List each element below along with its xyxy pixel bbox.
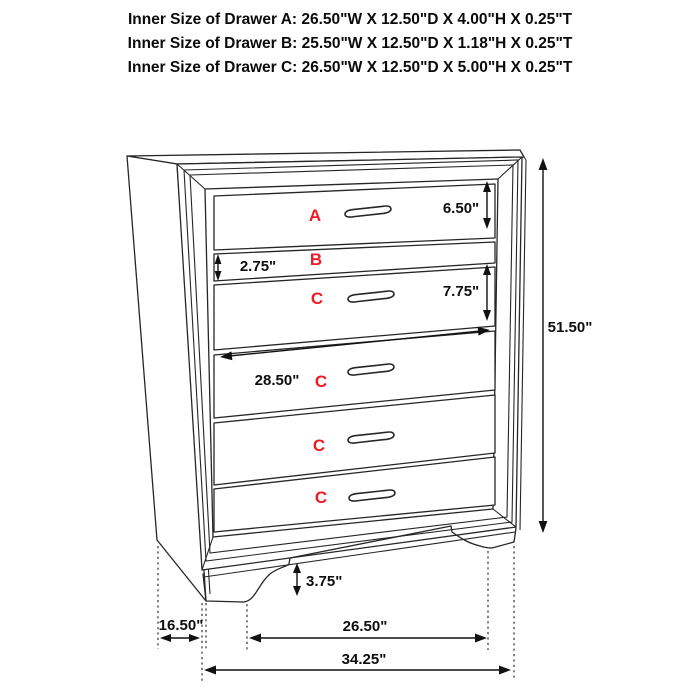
dim-value: 2.75" xyxy=(239,258,277,275)
dim-value: 6.50" xyxy=(442,200,480,217)
arrow-right-icon xyxy=(499,666,511,675)
dim-overall-width xyxy=(204,651,511,675)
dim-value: 34.25" xyxy=(341,651,387,668)
arrow-down-icon xyxy=(539,521,548,533)
dim-depth xyxy=(159,617,204,642)
arrow-right-icon xyxy=(475,634,487,643)
drawer-faces xyxy=(214,184,495,532)
dim-value: 7.75" xyxy=(442,283,480,300)
arrow-up-icon xyxy=(539,158,548,170)
dim-value: 3.75" xyxy=(306,573,343,590)
drawer-b-label: B xyxy=(309,250,323,269)
dim-feet-span xyxy=(249,618,487,643)
arrow-right-icon xyxy=(189,634,200,642)
dim-overall-height xyxy=(539,158,593,533)
drawer-c3-label: C xyxy=(312,436,326,455)
drawer-a-label: A xyxy=(308,206,322,225)
drawer-c2-label: C xyxy=(314,372,328,391)
spec-line-drawer-a: Inner Size of Drawer A: 26.50"W X 12.50"D X 4.00"H X 0.25"T xyxy=(127,11,573,28)
dim-foot-height xyxy=(293,563,342,596)
dim-value: 16.50" xyxy=(158,617,204,634)
right-edge-top-joint xyxy=(524,157,526,160)
arrow-down-icon xyxy=(293,586,301,596)
arrow-left-icon xyxy=(160,634,171,642)
dim-value: 51.50" xyxy=(547,319,593,336)
dim-value: 26.50" xyxy=(342,618,388,635)
spec-line-drawer-c: Inner Size of Drawer C: 26.50"W X 12.50"D X 5.00"H X 0.25"T xyxy=(127,59,573,76)
spec-line-drawer-b: Inner Size of Drawer B: 25.50"W X 12.50"D X 1.18"H X 0.25"T xyxy=(127,35,573,52)
drawer-c1-label: C xyxy=(310,289,324,308)
dim-value: 28.50" xyxy=(254,372,300,389)
arrow-left-icon xyxy=(249,634,261,643)
drawer-c4-label: C xyxy=(314,488,328,507)
arrow-left-icon xyxy=(204,666,216,675)
